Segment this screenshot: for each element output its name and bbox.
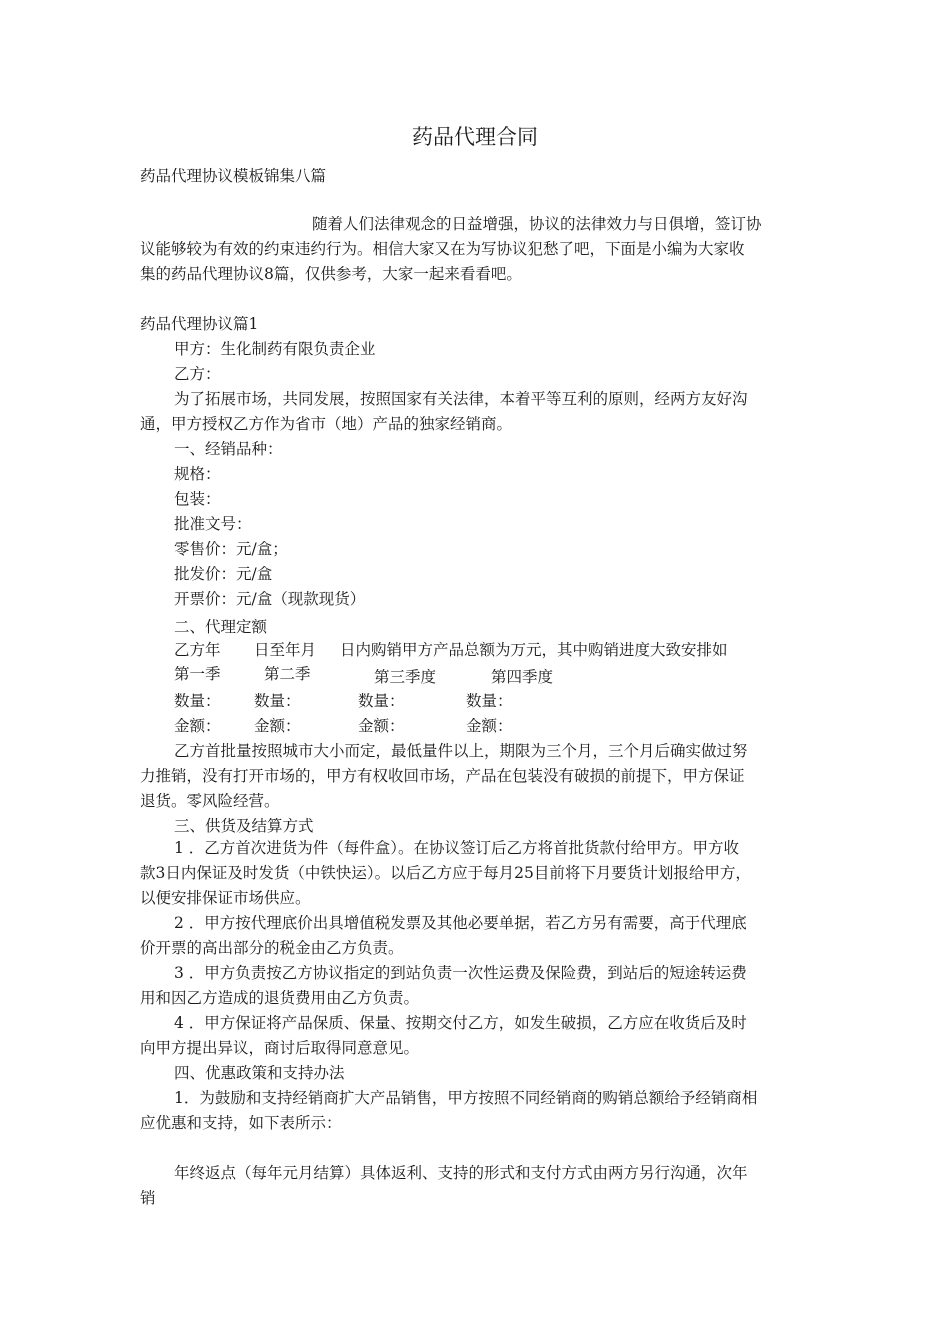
s3-item2-line-1: 2 ．甲方按代理底价出具增值税发票及其他必要单据，若乙方另有需要，高于代理底 xyxy=(174,914,747,932)
s3-heading: 三、供货及结算方式 xyxy=(174,817,314,835)
s4-rebate-line-1: 年终返点（每年元月结算）具体返利、支持的形式和支付方式由两方另行沟通，次年 xyxy=(174,1164,748,1182)
s2-para-line-1: 乙方首批量按照城市大小而定，最低量件以上，期限为三个月，三个月后确实做过努 xyxy=(174,742,748,760)
amt-q4: 金额： xyxy=(466,717,513,735)
s3-item1-line-3: 以便安排保证市场供应。 xyxy=(140,889,311,907)
document-subtitle: 药品代理协议模板锦集八篇 xyxy=(140,167,327,185)
preamble-line-1: 为了拓展市场，共同发展，按照国家有关法律，本着平等互利的原则，经两方友好沟 xyxy=(174,390,748,408)
qty-q1: 数量： xyxy=(174,692,221,710)
party-a: 甲方：生化制药有限负责企业 xyxy=(174,340,376,358)
quarter-1: 第一季 xyxy=(174,665,221,683)
s4-item1-line-1: 1．为鼓励和支持经销商扩大产品销售，甲方按照不同经销商的购销总额给予经销商相 xyxy=(174,1089,758,1107)
amt-q2: 金额： xyxy=(254,717,301,735)
s3-item2-line-2: 价开票的高出部分的税金由乙方负责。 xyxy=(140,939,404,957)
s2-heading: 二、代理定额 xyxy=(174,618,268,636)
qty-q4: 数量： xyxy=(466,692,513,710)
s3-item3-line-2: 用和因乙方造成的退货费用由乙方负责。 xyxy=(140,989,420,1007)
quarter-4: 第四季度 xyxy=(491,668,554,686)
s4-heading: 四、优惠政策和支持办法 xyxy=(174,1064,345,1082)
party-b: 乙方： xyxy=(174,365,221,383)
s1-invoice: 开票价：元/盒（现款现货） xyxy=(174,590,366,608)
quarter-3: 第三季度 xyxy=(374,668,437,686)
s3-item4-line-1: 4 ．甲方保证将产品保质、保量、按期交付乙方，如发生破损，乙方应在收货后及时 xyxy=(174,1014,747,1032)
s1-pack: 包装： xyxy=(174,490,221,508)
s4-item1-line-2: 应优惠和支持，如下表所示： xyxy=(140,1114,342,1132)
s1-retail: 零售价：元/盒； xyxy=(174,540,288,558)
qty-q2: 数量： xyxy=(254,692,301,710)
s3-item4-line-2: 向甲方提出异议，商讨后取得同意意见。 xyxy=(140,1039,420,1057)
document-title: 药品代理合同 xyxy=(412,125,538,149)
qty-q3: 数量： xyxy=(358,692,405,710)
s3-item3-line-1: 3 ．甲方负责按乙方协议指定的到站负责一次性运费及保险费，到站后的短途转运费 xyxy=(174,964,747,982)
s1-spec: 规格： xyxy=(174,465,221,483)
s4-rebate-line-2: 销 xyxy=(140,1189,156,1207)
s2-para-line-2: 力推销，没有打开市场的，甲方有权收回市场，产品在包装没有破损的前提下，甲方保证 xyxy=(140,767,745,785)
preamble-line-2: 通，甲方授权乙方作为省市（地）产品的独家经销商。 xyxy=(140,415,513,433)
intro-line-3: 集的药品代理协议8篇，仅供参考，大家一起来看看吧。 xyxy=(140,265,522,283)
amt-q1: 金额： xyxy=(174,717,221,735)
section-heading: 药品代理协议篇1 xyxy=(140,315,259,333)
s3-item1-line-2: 款3日内保证及时发货（中铁快运）。以后乙方应于每月25目前将下月要货计划报给甲方， xyxy=(140,864,751,882)
s2-line-b: 日至年月 xyxy=(254,641,317,659)
intro-line-2: 议能够较为有效的约束违约行为。相信大家又在为写协议犯愁了吧，下面是小编为大家收 xyxy=(140,240,745,258)
amt-q3: 金额： xyxy=(358,717,405,735)
s3-item1-line-1: 1 ．乙方首次进货为件（每件盒）。在协议签订后乙方将首批货款付给甲方。甲方收 xyxy=(174,839,740,857)
s2-line-a: 乙方年 xyxy=(174,641,221,659)
s1-approval: 批准文号： xyxy=(174,515,252,533)
s2-line-c: 日内购销甲方产品总额为万元，其中购销进度大致安排如 xyxy=(340,641,728,659)
s2-para-line-3: 退货。零风险经营。 xyxy=(140,792,280,810)
intro-line-1: 随着人们法律观念的日益增强，协议的法律效力与日俱增，签订协 xyxy=(312,215,762,233)
s1-wholesale: 批发价：元/盒 xyxy=(174,565,273,583)
s1-heading: 一、经销品种： xyxy=(174,440,283,458)
quarter-2: 第二季 xyxy=(264,665,311,683)
